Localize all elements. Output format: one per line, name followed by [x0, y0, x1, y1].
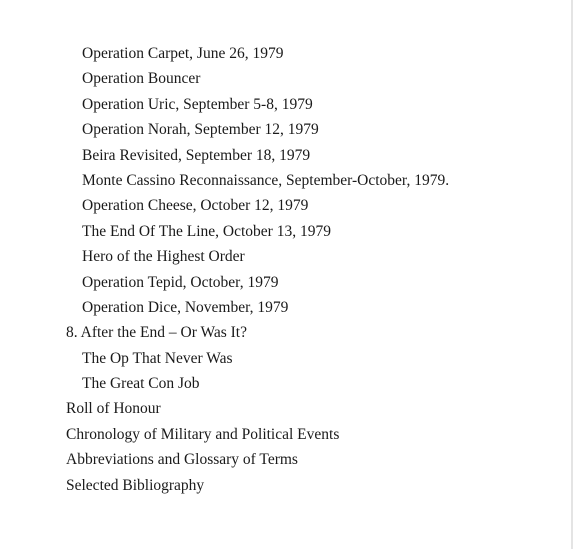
- toc-chapter-entry[interactable]: Abbreviations and Glossary of Terms: [66, 451, 298, 469]
- toc-section-entry[interactable]: The Op That Never Was: [82, 349, 233, 367]
- toc-section-entry[interactable]: Operation Uric, September 5-8, 1979: [82, 95, 313, 113]
- toc-chapter-entry[interactable]: Chronology of Military and Political Events: [66, 425, 340, 443]
- page-edge: [571, 0, 573, 549]
- toc-section-entry[interactable]: Operation Tepid, October, 1979: [82, 273, 279, 291]
- toc-section-entry[interactable]: Hero of the Highest Order: [82, 248, 245, 266]
- toc-section-entry[interactable]: The Great Con Job: [82, 375, 200, 393]
- toc-section-entry[interactable]: Operation Norah, September 12, 1979: [82, 121, 319, 139]
- table-of-contents: [0, 41, 449, 498]
- toc-section-entry[interactable]: Operation Dice, November, 1979: [82, 298, 289, 316]
- toc-section-entry[interactable]: Monte Cassino Reconnaissance, September-October, 1979.: [82, 171, 450, 189]
- toc-chapter-entry[interactable]: Selected Bibliography: [66, 476, 205, 494]
- toc-chapter-entry[interactable]: Roll of Honour: [66, 400, 161, 418]
- toc-section-entry[interactable]: Operation Cheese, October 12, 1979: [82, 197, 309, 215]
- toc-chapter-entry[interactable]: 8. After the End – Or Was It?: [66, 324, 247, 342]
- toc-section-entry[interactable]: Beira Revisited, September 18, 1979: [82, 146, 311, 164]
- toc-section-entry[interactable]: Operation Bouncer: [82, 70, 201, 88]
- toc-section-entry[interactable]: The End Of The Line, October 13, 1979: [82, 222, 331, 240]
- toc-section-entry[interactable]: Operation Carpet, June 26, 1979: [82, 45, 284, 62]
